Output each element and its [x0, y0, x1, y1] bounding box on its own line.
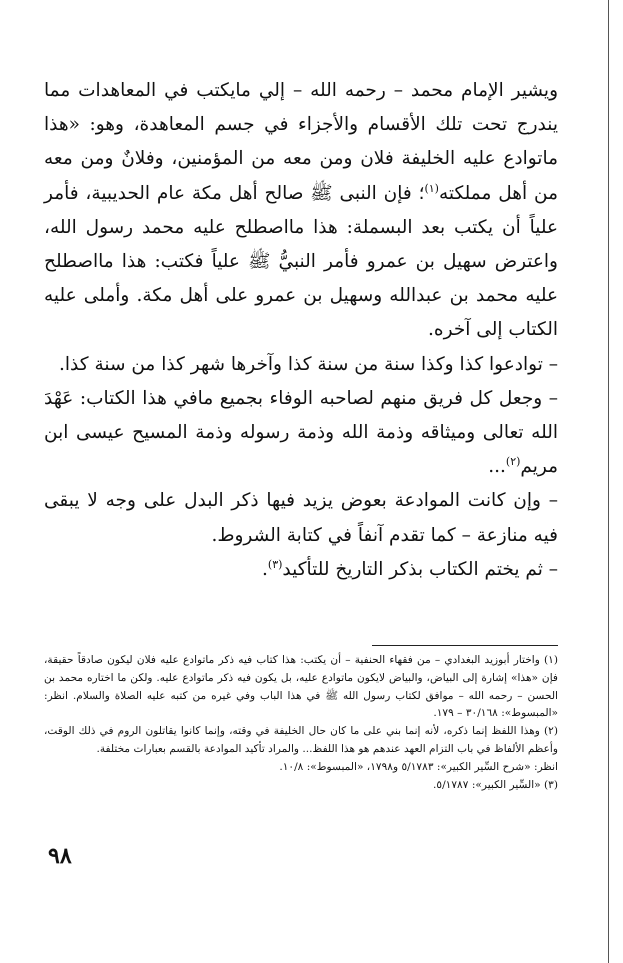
- paragraph: – وإن كانت الموادعة بعوض يزيد فيها ذكر البدل على وجه لا يبقى فيه منازعة – كما تقدم آنفاً في كتابة الشروط.: [44, 490, 558, 546]
- footnote-2-reference: انظر: «شرح السِّير الكبير»: ٥/١٧٨٣ و١٧٩٨، «المبسوط»: ١٠/٨.: [279, 760, 558, 773]
- paragraph: [44, 553, 558, 587]
- paragraph-text: ...: [488, 456, 506, 478]
- main-text: [44, 74, 558, 587]
- paragraph: [44, 382, 558, 485]
- footnote-3: (٣) «السِّير الكبير»: ٥/١٧٨٧.: [433, 778, 558, 791]
- footnote-1: (١) واختار أبوزيد البغدادي – من فقهاء الحنفية – أن يكتب: هذا كتاب فيه ذكر ماتوادع عليه فلان ليكون صادقاً حقيقة، فإن «هذا» إشارة إلى البياض، والبياض لايكون ماتوادع عليه، بل يكون فيه ذكر ماتوادع عليه. ولكن ما اختاره محمد بن الحسن – رحمه الله – موافق لكتاب رسول الله ﷺ في هذا الباب وفي غيره من كتبه عليه الصلاة والسلام. انظر: «المبسوط»: ٣٠/١٦٨ – ١٧٩.: [44, 654, 558, 720]
- page-edge-line: [608, 0, 609, 963]
- footnote-mark: (٣): [267, 557, 283, 571]
- paragraph-text: .: [262, 558, 268, 580]
- paragraph-text: ويشير الإمام محمد – رحمه الله – إلي مايكتب في المعاهدات مما يندرج تحت تلك الأقسام والأجزاء في جسم المعاهدة، وهو: «هذا ماتوادع عليه الخليفة فلان ومن معه من المؤمنين، وفلانٌ ومن معه من أهل مملكته: [44, 80, 558, 204]
- paragraph: [44, 74, 558, 348]
- paragraph-text: – وجعل كل فريق منهم لصاحبه الوفاء بجميع مافي هذا الكتاب: عَهْدَ الله تعالى وميثاقه وذمة الله وذمة رسوله وذمة المسيح عيسى ابن مريم: [44, 387, 558, 478]
- footnote-2: (٢) وهذا اللفظ إنما ذكره، لأنه إنما بني على ما كان حال الخليفة في وقته، وإنما كانوا يقاتلون الروم في ذلك الوقت، وأعظم الألفاظ في باب التزام العهد عندهم هو هذا اللفظ... والمراد تأكيد الموادعة بالقسم بعبارات مختلفة.: [44, 725, 558, 755]
- footnote-mark: (٢): [505, 455, 521, 469]
- paragraph-text: ؛ فإن النبى ﷺ صالح أهل مكة عام الحديبية، فأمر علياً أن يكتب بعد البسملة: هذا مااصطلح عليه محمد رسول الله، واعترض سهيل بن عمرو فأمر النبيُّ ﷺ علياً فكتب: هذا مااصطلح عليه محمد بن عبدالله وسهيل بن عمرو على أهل مكة. وأملى عليه الكتاب إلى آخره.: [44, 182, 558, 341]
- footnote-mark: (١): [424, 181, 439, 195]
- paragraph: – توادعوا كذا وكذا سنة من سنة كذا وآخرها شهر كذا من سنة كذا.: [59, 353, 558, 375]
- footnotes: [44, 652, 558, 794]
- footnote-separator: [372, 645, 558, 646]
- paragraph-text: – ثم يختم الكتاب بذكر التاريخ للتأكيد: [282, 558, 558, 580]
- page-number: ٩٨: [48, 843, 72, 869]
